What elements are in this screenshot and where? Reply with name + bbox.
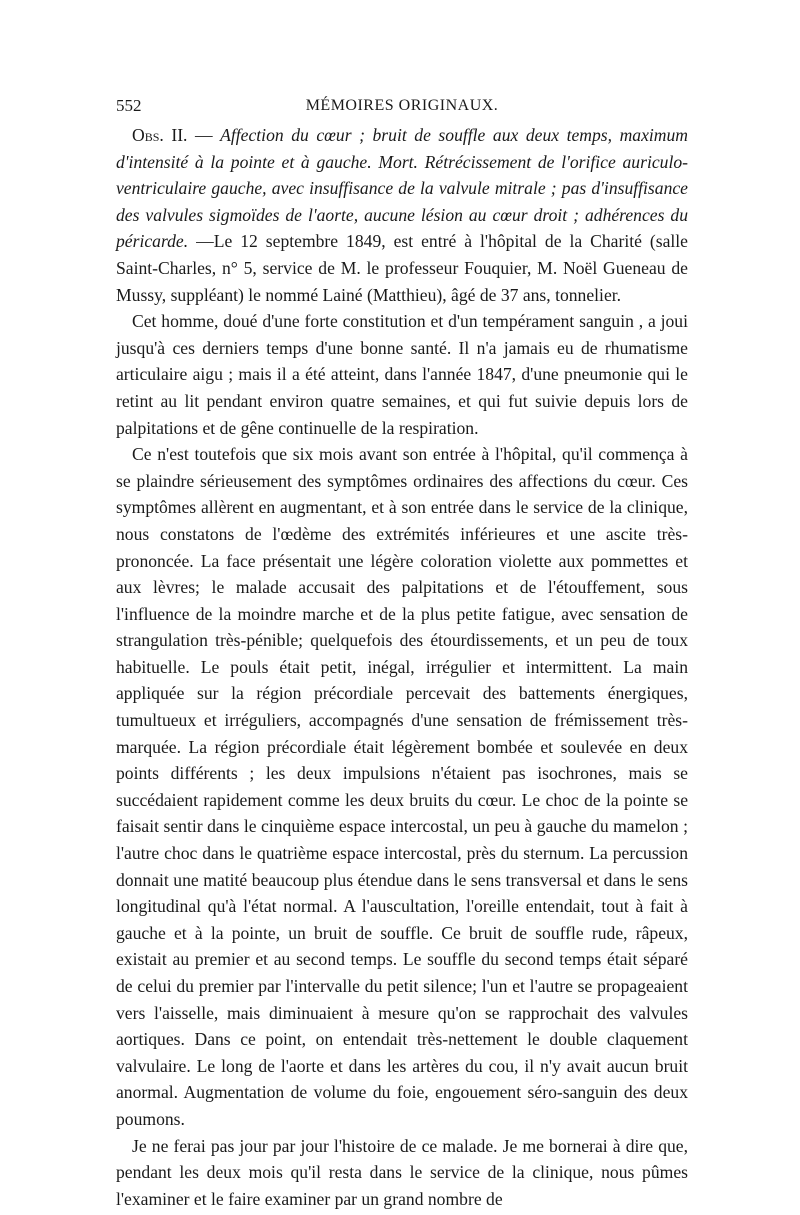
observation-heading-paragraph	[116, 122, 688, 308]
paragraph: Cet homme, doué d'une forte constitution et d'un tempérament sanguin , a joui jusqu'à ces derniers temps d'une bonne santé. Il n'a jamais eu de rhumatisme articulaire aigu ; mais il a été atteint, dans l'année 1847, d'une pneumonie qui le retint au lit pendant environ quatre semaines, et qui fut suivie depuis lors de palpitations et de gêne continuelle de la respiration.	[116, 311, 688, 438]
running-title: MÉMOIRES ORIGINAUX.	[305, 97, 499, 114]
document-page	[116, 92, 689, 1209]
observation-label: Obs. II.	[132, 125, 188, 145]
page-header	[116, 92, 688, 120]
observation-intro: —Le 12 septembre 1849, est entré à l'hôpital de la Charité (salle Saint-Charles, n° 5, service de M. le professeur Fouquier, M. Noël Gueneau de Mussy, suppléant) le nommé Lainé (Matthieu), âgé de 37 ans, tonnelier.	[116, 231, 688, 305]
paragraph: Ce n'est toutefois que six mois avant son entrée à l'hôpital, qu'il commença à se plaindre sérieusement des symptômes ordinaires des affections du cœur. Ces symptômes allèrent en augmentant, et à son entrée dans le service de la clinique, nous constatons de l'œdème des extrémités inférieures et une ascite très-prononcée. La face présentait une légère coloration violette aux pommettes et aux lèvres; le malade accusait des palpitations et de l'étouffement, sous l'influence de la moindre marche et de la plus petite fatigue, avec sensation de strangulation très-pénible; quelquefois des étourdissements, et un peu de toux habituelle. Le pouls était petit, inégal, irrégulier et intermittent. La main appliquée sur la région précordiale percevait des battements énergiques, tumultueux et irréguliers, accompagnés d'une sensation de frémissement très-marquée. La région précordiale était légèrement bombée et soulevée en deux points différents ; les deux impulsions n'étaient pas isochrones, mais se succédaient rapidement comme les deux bruits du cœur. Le choc de la pointe se faisait sentir dans le cinquième espace intercostal, un peu à gauche du mamelon ; l'autre choc dans le quatrième espace intercostal, près du sternum. La percussion donnait une matité beaucoup plus étendue dans le sens transversal et dans le sens longitudinal qu'à l'état normal. A l'auscultation, l'oreille entendait, tout à fait à gauche et à la pointe, un bruit de souffle. Ce bruit de souffle rude, râpeux, existait au premier et au second temps. Le souffle du second temps était séparé de celui du premier par l'intervalle du petit silence; l'un et l'autre se propageaient vers l'aisselle, mais diminuaient à mesure qu'on se rapprochait des valvules aortiques. Dans ce point, on entendait très-nettement le double claquement valvulaire. Le long de l'aorte et dans les artères du cou, il n'y avait aucun bruit anormal. Augmentation de volume du foie, engouement séro-sanguin des deux poumons.	[116, 444, 688, 1129]
observation-dash: —	[187, 125, 221, 145]
page-number: 552	[116, 96, 142, 115]
body-text	[116, 122, 688, 1212]
paragraph: Je ne ferai pas jour par jour l'histoire de ce malade. Je me bornerai à dire que, pendant les deux mois qu'il resta dans le service de la clinique, nous pûmes l'examiner et le faire examiner par un grand nombre de	[116, 1135, 688, 1209]
observation-title: Affection du cœur ; bruit de souffle aux deux temps, maximum d'intensité à la pointe et à gauche. Mort. Rétrécissement de l'orifice auriculo-ventriculaire gauche, avec insuffisance de la valvule mitrale ; pas d'insuffisance des valvules sigmoïdes de l'aorte, aucune lésion au cœur droit ; adhérences du péricarde.	[116, 125, 689, 252]
